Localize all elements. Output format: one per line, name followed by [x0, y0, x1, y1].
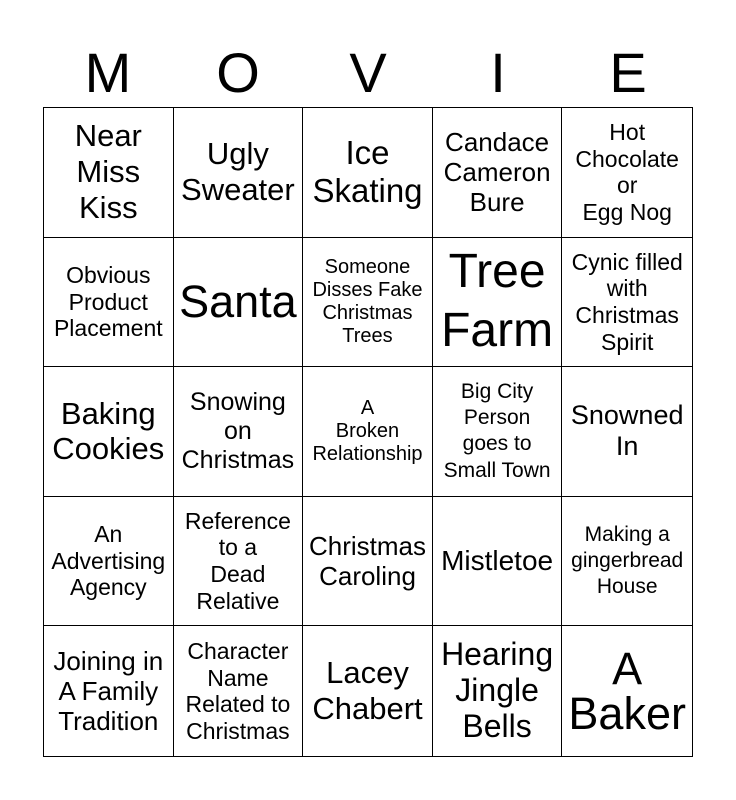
- cell-label: Ice Skating: [312, 134, 423, 210]
- bingo-cell[interactable]: [303, 367, 433, 497]
- cell-label: Tree Farm: [441, 245, 554, 357]
- header-letter-o: O: [216, 41, 260, 104]
- cell-label: Big City Person goes to Small Town: [443, 379, 551, 482]
- cell-label: An Advertising Agency: [51, 521, 166, 601]
- cell-label: Hot Chocolate or Egg Nog: [575, 118, 679, 225]
- cell-label: Santa: [179, 276, 297, 328]
- bingo-cell[interactable]: [174, 238, 304, 368]
- bingo-board: [43, 107, 693, 757]
- cell-label: Snowned In: [570, 400, 684, 462]
- bingo-cell[interactable]: [433, 626, 563, 756]
- bingo-cell[interactable]: [433, 238, 563, 368]
- cell-label: Hearing Jingle Bells: [441, 636, 554, 745]
- cell-label: Snowing on Christmas: [181, 387, 295, 474]
- bingo-cell[interactable]: [562, 367, 692, 497]
- cell-label: Obvious Product Placement: [53, 261, 163, 342]
- bingo-cell[interactable]: [433, 497, 563, 627]
- cell-label: Joining in A Family Tradition: [53, 645, 164, 737]
- cell-label: A Broken Relationship: [312, 396, 423, 466]
- bingo-header: [43, 40, 693, 106]
- cell-label: Candace Cameron Bure: [443, 127, 551, 218]
- bingo-cell[interactable]: [303, 108, 433, 238]
- bingo-cell[interactable]: [174, 497, 304, 627]
- cell-label: Baking Cookies: [52, 395, 165, 467]
- cell-label: Christmas Caroling: [308, 530, 426, 592]
- cell-label: Making a gingerbread House: [571, 522, 684, 599]
- cell-label: A Baker: [568, 643, 686, 740]
- bingo-cell[interactable]: [562, 626, 692, 756]
- cell-label: Someone Disses Fake Christmas Trees: [312, 255, 423, 348]
- bingo-cell[interactable]: [303, 238, 433, 368]
- cell-label: Lacey Chabert: [312, 655, 423, 727]
- bingo-cell[interactable]: [433, 108, 563, 238]
- bingo-cell[interactable]: [44, 108, 174, 238]
- cell-label: Character Name Related to Christmas: [185, 637, 291, 744]
- bingo-cell[interactable]: [174, 108, 304, 238]
- bingo-cell[interactable]: [562, 497, 692, 627]
- header-letter-m: M: [84, 41, 132, 104]
- cell-label: Near Miss Kiss: [74, 118, 142, 226]
- bingo-cell[interactable]: [44, 367, 174, 497]
- bingo-cell[interactable]: [174, 367, 304, 497]
- bingo-cell[interactable]: [44, 497, 174, 627]
- bingo-cell[interactable]: [303, 626, 433, 756]
- cell-label: Mistletoe: [441, 544, 554, 576]
- cell-label: Reference to a Dead Relative: [184, 507, 291, 614]
- bingo-cell[interactable]: [303, 497, 433, 627]
- cell-label: Ugly Sweater: [181, 136, 295, 208]
- bingo-cell[interactable]: [44, 238, 174, 368]
- bingo-cell[interactable]: [174, 626, 304, 756]
- bingo-cell[interactable]: [44, 626, 174, 756]
- bingo-cell[interactable]: [562, 108, 692, 238]
- header-letter-e: E: [609, 41, 647, 104]
- header-letter-i: I: [490, 41, 506, 104]
- cell-label: Cynic filled with Christmas Spirit: [571, 248, 683, 355]
- bingo-cell[interactable]: [433, 367, 563, 497]
- bingo-cell[interactable]: [562, 238, 692, 368]
- header-letter-v: V: [349, 41, 387, 104]
